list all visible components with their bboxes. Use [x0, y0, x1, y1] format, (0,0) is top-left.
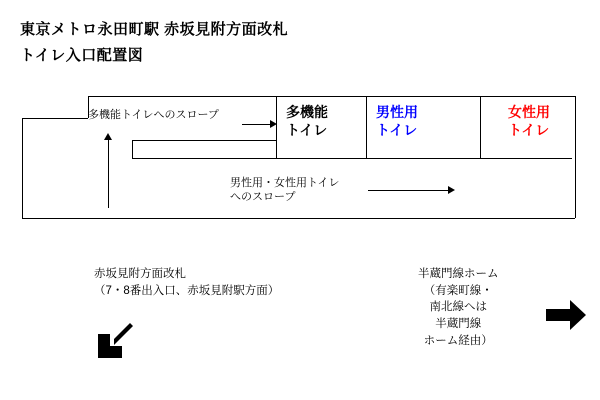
divider-mens-womens [480, 96, 481, 158]
divider-multipurpose-right [366, 96, 367, 158]
caption-ticket-gate-line2: （7・8番出入口、赤坂見附駅方面） [94, 284, 280, 297]
inner-corridor-wall-upper [132, 140, 276, 141]
caption-hanzomon-line3: 南北線へは [429, 301, 487, 314]
plan-left-wall [22, 118, 23, 218]
caption-hanzomon-line2: （有楽町線・ [423, 284, 493, 297]
arrow-down-left-icon [92, 318, 138, 364]
slope-arrow-multipurpose-head [270, 120, 277, 128]
inner-corridor-step [132, 140, 133, 158]
page-title-line1: 東京メトロ永田町駅 赤坂見附方面改札 [20, 21, 289, 38]
plan-top-wall [88, 96, 575, 97]
slope-label-mens-womens-line1: 男性用・女性用トイレ [230, 177, 340, 189]
room-label-mens [376, 104, 418, 139]
room-label-multipurpose [286, 104, 328, 139]
room-label-womens-line1: 女性用 [508, 104, 550, 120]
room-label-mens-line2: トイレ [376, 121, 418, 138]
arrow-right-icon [546, 298, 588, 332]
plan-right-wall [575, 96, 576, 218]
plan-corridor-ceiling [22, 118, 88, 119]
room-label-mens-line1: 男性用 [376, 104, 418, 120]
room-label-womens-line2: トイレ [508, 121, 550, 138]
caption-ticket-gate [94, 266, 279, 299]
caption-hanzomon-platform [418, 266, 499, 349]
slope-label-mens-womens-line2: へのスロープ [230, 191, 296, 204]
plan-bottom-wall [22, 218, 575, 219]
slope-path-vertical [108, 140, 109, 208]
slope-arrow-mens-womens-shaft [368, 190, 450, 191]
room-label-womens [508, 104, 550, 139]
slope-arrow-mens-womens-head [448, 186, 455, 194]
caption-hanzomon-line1: 半蔵門線ホーム [418, 268, 499, 280]
room-label-multipurpose-line2: トイレ [286, 121, 328, 138]
slope-path-vertical-head [104, 133, 112, 140]
page-title-line2: トイレ入口配置図 [20, 47, 144, 64]
caption-ticket-gate-line1: 赤坂見附方面改札 [94, 268, 186, 280]
slope-label-mens-womens [230, 176, 339, 205]
caption-hanzomon-line5: ホーム経由） [423, 334, 493, 347]
caption-hanzomon-line4: 半蔵門線 [435, 318, 482, 331]
inner-corridor-wall [132, 158, 572, 159]
room-label-multipurpose-line1: 多機能 [286, 104, 328, 120]
slope-label-multipurpose: 多機能トイレへのスロープ [88, 109, 219, 121]
